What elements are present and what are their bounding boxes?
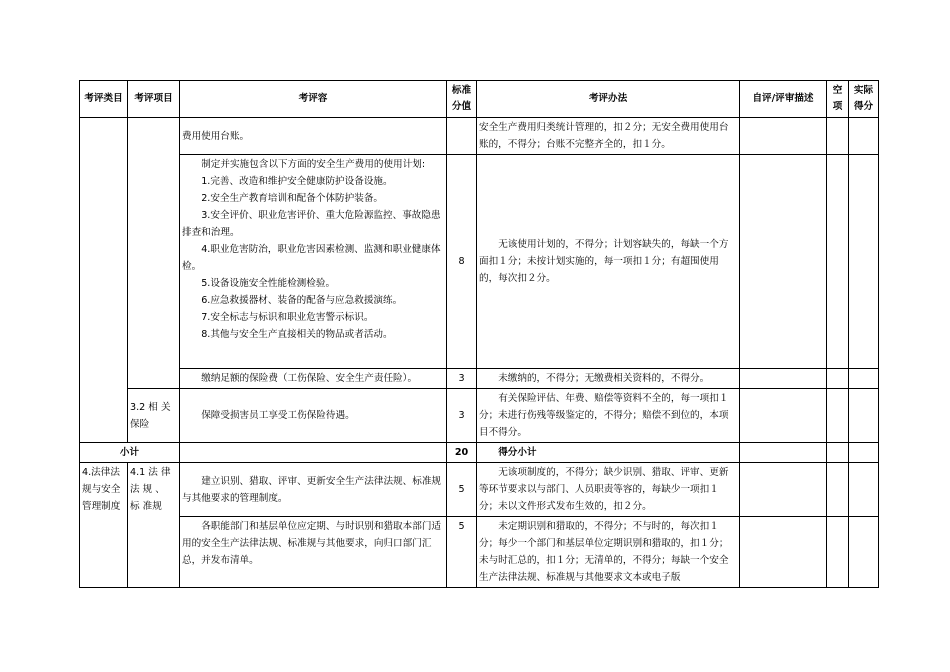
actual-cell (849, 118, 879, 155)
law-system-score: 5 (447, 463, 477, 517)
law-system-method: 无该项制度的，不得分；缺少识别、猎取、评审、更新等环节要求以与部门、人员职责等容的，每缺少一项扣１分；未以文件形式发布生效的，扣２分。 (477, 463, 740, 517)
empty-cell (827, 118, 849, 155)
actual-cell (849, 389, 879, 443)
empty-cell (827, 155, 849, 369)
self-eval-cell (740, 369, 827, 389)
header-score: 标准分值 (447, 81, 477, 118)
self-eval-cell (740, 463, 827, 517)
header-category: 考评类目 (80, 81, 128, 118)
actual-cell (849, 155, 879, 369)
table-row (80, 463, 879, 517)
table-row (80, 517, 879, 588)
plan-item: 3.安全评价、职业危害评价、重大危险源监控、事故隐患排查和治理。 (182, 210, 441, 238)
premium-score: 3 (447, 369, 477, 389)
ledger-content: 费用使用台账。 (180, 118, 447, 155)
header-content: 考评容 (180, 81, 447, 118)
law-list-method: 未定期识别和猎取的，不得分；不与时的，每次扣１分；每少一个部门和基层单位定期识别和猎取的，扣１分；未与时汇总的，扣１分；无清单的，不得分；每缺一个安全生产法律法规、标准规与其他要求文本或电子版 (477, 517, 740, 588)
subtotal-content (180, 443, 447, 463)
plan-item: 4.职业危害防治，职业危害因素检测、监测和职业健康体检。 (182, 244, 441, 272)
law-system-content: 建立识别、猎取、评审、更新安全生产法律法规、标准规与其他要求的管理制度。 (180, 463, 447, 517)
plan-item: 2.安全生产教育培训和配备个体防护装备。 (201, 193, 384, 204)
self-eval-cell (740, 118, 827, 155)
actual-cell (849, 463, 879, 517)
law-item: 4.1 法 律 法 规 、 标 准规 (128, 463, 180, 588)
plan-item: 5.设备设施安全性能检测检验。 (201, 278, 336, 289)
premium-method: 未缴纳的，不得分；无缴费相关资料的，不得分。 (477, 369, 740, 389)
empty-cell (827, 443, 849, 463)
header-self-eval: 自评/评审描述 (740, 81, 827, 118)
table-row (80, 389, 879, 443)
actual-cell (849, 443, 879, 463)
header-row (80, 81, 879, 118)
table-row (80, 369, 879, 389)
subtotal-score: 20 (447, 443, 477, 463)
self-eval-cell (740, 443, 827, 463)
item-cell-empty (128, 118, 180, 389)
header-item: 考评项目 (128, 81, 180, 118)
plan-item: 7.安全标志与标识和职业危害警示标识。 (201, 312, 374, 323)
empty-cell (827, 389, 849, 443)
plan-item: 8.其他与安全生产直接相关的物品或者活动。 (201, 329, 393, 340)
self-eval-cell (740, 155, 827, 369)
law-list-score: 5 (447, 517, 477, 588)
plan-content (180, 155, 447, 369)
empty-cell (827, 517, 849, 588)
subtotal-label: 小计 (80, 443, 180, 463)
empty-cell (827, 463, 849, 517)
plan-item: 1.完善、改造和维护安全健康防护设备设施。 (201, 176, 393, 187)
insurance-method: 有关保险评估、年费、赔偿等资料不全的，每一项扣１分；未进行伤残等级鉴定的，不得分；赔偿不到位的，本项目不得分。 (477, 389, 740, 443)
insurance-item: 3.2 相 关 保险 (128, 389, 180, 443)
plan-intro: 制定并实施包含以下方面的安全生产费用的使用计划: (201, 159, 426, 170)
self-eval-cell (740, 517, 827, 588)
subtotal-row (80, 443, 879, 463)
header-empty: 空项 (827, 81, 849, 118)
ledger-method: 安全生产费用归类统计管理的，扣２分；无安全费用使用台账的，不得分；台账不完整齐全的，扣１分。 (477, 118, 740, 155)
plan-score: 8 (447, 155, 477, 369)
table-row (80, 118, 879, 155)
self-eval-cell (740, 389, 827, 443)
actual-cell (849, 369, 879, 389)
header-method: 考评办法 (477, 81, 740, 118)
insurance-score: 3 (447, 389, 477, 443)
table-row (80, 155, 879, 369)
empty-cell (827, 369, 849, 389)
insurance-content: 保障受损害员工享受工伤保险待遇。 (180, 389, 447, 443)
plan-item: 6.应急救援器材、装备的配备与应急救援演练。 (201, 295, 403, 306)
ledger-score (447, 118, 477, 155)
law-list-content: 各职能部门和基层单位应定期、与时识别和猎取本部门适用的安全生产法律法规、标准规与其他要求，向归口部门汇总，并发布清单。 (180, 517, 447, 588)
category-cell-empty (80, 118, 128, 443)
plan-method: 无该使用计划的，不得分；计划容缺失的，每缺一个方面扣１分；未按计划实施的，每一项扣１分；有超围使用的，每次扣２分。 (477, 155, 740, 369)
premium-content: 缴纳足额的保险费（工伤保险、安全生产责任险）。 (180, 369, 447, 389)
subtotal-method: 得分小计 (477, 443, 740, 463)
evaluation-table (79, 80, 879, 588)
header-actual: 实际得分 (849, 81, 879, 118)
actual-cell (849, 517, 879, 588)
law-category: 4.法律法规与安全管理制度 (80, 463, 128, 588)
